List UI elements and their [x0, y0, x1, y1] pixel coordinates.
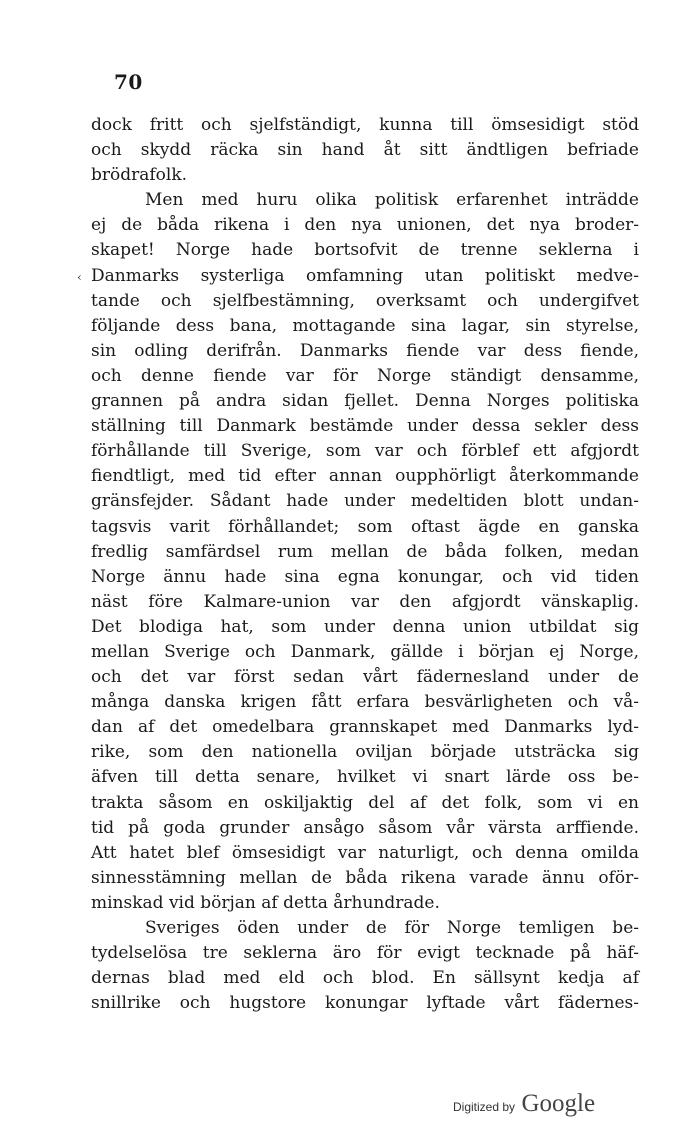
text-line: äfven till detta senare, hvilket vi snart lärde oss be-	[91, 767, 639, 788]
text-line: brödrafolk.	[91, 165, 188, 186]
text-line: sin odling derifrån. Danmarks fiende var dess fiende,	[91, 340, 639, 361]
text-line: och denne fiende var för Norge ständigt densamme,	[91, 365, 639, 386]
text-line: fredlig samfärdsel rum mellan de båda folken, medan	[91, 541, 639, 562]
text-line: fiendtligt, med tid efter annan oupphörligt återkommande	[91, 466, 639, 487]
text-line: trakta såsom en oskiljaktig del af det folk, som vi en	[91, 792, 639, 813]
text-line: skapet! Norge hade bortsofvit de trenne seklerna i	[91, 240, 639, 261]
text-line: dernas blad med eld och blod. En sällsynt kedja af	[91, 968, 639, 989]
text-line: tid på goda grunder ansågo såsom vår värsta arffiende.	[91, 817, 639, 838]
text-line: många danska krigen fått erfara besvärligheten och vå-	[91, 692, 639, 713]
text-line: Att hatet blef ömsesidigt var naturligt, och denna omilda	[91, 842, 639, 863]
text-line: mellan Sverige och Danmark, gällde i början ej Norge,	[91, 641, 639, 662]
text-line: Norge ännu hade sina egna konungar, och vid tiden	[91, 566, 639, 587]
text-line: ej de båda rikena i den nya unionen, det nya broder-	[91, 215, 639, 236]
text-line: rike, som den nationella oviljan började utsträcka sig	[91, 742, 639, 763]
margin-mark: ‹	[77, 270, 82, 284]
text-line: dock fritt och sjelfständigt, kunna till ömsesidigt stöd	[91, 115, 639, 135]
google-logo: Google	[521, 1090, 596, 1117]
digitized-label: Digitized by	[453, 1100, 516, 1114]
text-line: dan af det omedelbara grannskapet med Danmarks lyd-	[91, 717, 639, 738]
text-line: sinnesstämning mellan de båda rikena varade ännu oför-	[91, 867, 639, 888]
text-line: grannen på andra sidan fjellet. Denna Norges politiska	[91, 391, 639, 412]
text-line: Sveriges öden under de för Norge temligen be-	[145, 918, 639, 938]
text-line: näst före Kalmare-union var den afgjordt vänskaplig.	[91, 591, 639, 612]
text-line: tagsvis varit förhållandet; som oftast ägde en ganska	[91, 516, 639, 537]
text-line: minskad vid början af detta århundrade.	[91, 892, 440, 913]
text-line: snillrike och hugstore konungar lyftade vårt fädernes-	[91, 993, 639, 1014]
text-line: Danmarks systerliga omfamning utan politiskt medve-	[91, 265, 639, 286]
page-number: 70	[114, 70, 143, 94]
text-line: förhållande till Sverige, som var och förblef ett afgjordt	[91, 441, 639, 462]
text-line: tydelselösa tre seklerna äro för evigt tecknade på häf-	[91, 943, 639, 964]
text-line: Men med huru olika politisk erfarenhet inträdde	[145, 190, 639, 211]
text-line: följande dess bana, mottagande sina lagar, sin styrelse,	[91, 315, 639, 336]
text-line: och skydd räcka sin hand åt sitt ändtligen befriade	[91, 140, 639, 161]
digitized-by-google-watermark	[453, 1090, 595, 1118]
body-text	[91, 113, 639, 1016]
text-line: ställning till Danmark bestämde under dessa sekler dess	[91, 416, 639, 437]
text-line: gränsfejder. Sådant hade under medeltiden blott undan-	[91, 491, 639, 512]
text-line: Det blodiga hat, som under denna union utbildat sig	[91, 616, 639, 637]
text-line: och det var först sedan vårt fädernesland under de	[91, 667, 639, 688]
text-line: tande och sjelfbestämning, overksamt och undergifvet	[91, 290, 639, 311]
